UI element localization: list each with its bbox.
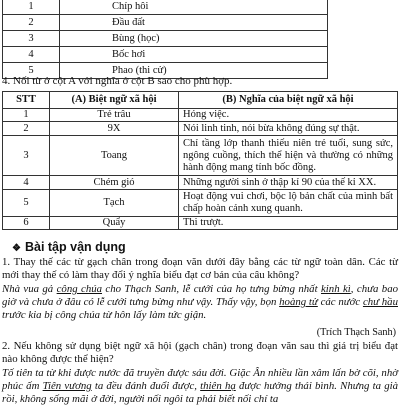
word-table	[2, 0, 328, 79]
question-4: 4. Nối từ ở cột A với nghĩa ở cột B sao cho phù hợp.	[2, 75, 233, 87]
underlined-word: thiên hạ	[200, 380, 236, 393]
row-number: 4	[3, 176, 50, 190]
table-row	[3, 122, 398, 136]
table-row	[3, 15, 328, 31]
table-row	[3, 136, 398, 176]
exercise-2-passage: Tố tiên ta từ khi được nước đã truyền được sáu đời. Giặc Ân nhiều lần xâm lấn bờ cõi, nhờ phúc ấm Tiên vương ta đều đánh đuổi được, thiên hạ được hưởng thái bình. Nhưng ta già rồi, không sống mãi ở đời, người nối ngôi ta phải biết nối chí ta	[2, 367, 398, 406]
slang-word: Bốc hơi	[60, 47, 328, 63]
row-number: 4	[3, 47, 60, 63]
table-row	[3, 190, 398, 217]
section-heading	[12, 240, 126, 254]
underlined-word: công chúa	[56, 283, 103, 295]
underlined-word: Tiên vương	[42, 380, 92, 393]
exercise-2-prompt: 2. Nếu không sử dụng biệt ngữ xã hội (gạch chân) trong đoạn văn sau thì giá trị biểu đạt nào không được thể hiện?	[2, 340, 398, 366]
slang-meaning: Chỉ tầng lớp thanh thiếu niên trẻ tuổi, sung sức, ngông cuồng, thích thể hiện và thường có những hành động mang tính bốc đồng.	[179, 136, 398, 176]
exercise-1-passage: Nhà vua gả công chúa cho Thạch Sanh, lễ cưới của họ tưng bừng nhất kinh kì, chưa bao giờ và chưa ở đâu có lễ cưới tưng bừng như vậy. Thấy vậy, bọn hoàng tử các nước chư hầu trước kia bị công chúa từ hôn lấy làm tức giận.	[2, 283, 398, 322]
passage-source: (Trích Thạch Sanh)	[316, 327, 396, 338]
row-number: 5	[3, 190, 50, 217]
slang-term: 9X	[50, 122, 179, 136]
slang-meaning: Hoạt động vui chơi, bộc lộ bản chất của mình bất chấp hoàn cảnh xung quanh.	[179, 190, 398, 217]
section-title: Bài tập vận dụng	[24, 240, 126, 254]
slang-term: Chém gió	[50, 176, 179, 190]
slang-meaning: Nói linh tinh, nói bừa không đúng sự thật.	[179, 122, 398, 136]
matching-table	[2, 91, 398, 230]
row-number: 3	[3, 31, 60, 47]
slang-word: Đầu đất	[60, 15, 328, 31]
row-number: 6	[3, 217, 50, 230]
slang-word: Phao (thi cử)	[60, 63, 328, 79]
underlined-word: chư hầu	[362, 296, 398, 309]
diamond-bullet-icon: ❖	[12, 243, 21, 254]
slang-term: Quẩy	[50, 217, 179, 230]
row-number: 3	[3, 136, 50, 176]
table-row	[3, 0, 328, 15]
table-row	[3, 109, 398, 122]
table-row	[3, 217, 398, 230]
table-row	[3, 47, 328, 63]
exercise-1-prompt: 1. Thay thế các từ gạch chân trong đoạn văn dưới đây bằng các từ ngữ toàn dân. Các từ mới thay thế có làm thay đổi ý nghĩa biểu đạt cơ bản của câu không?	[2, 256, 398, 282]
table-header-row	[3, 92, 398, 109]
header-column-b: (B) Nghĩa của biệt ngữ xã hội	[179, 92, 398, 109]
slang-word: Bùng (học)	[60, 31, 328, 47]
slang-word: Chíp hôi	[60, 0, 328, 15]
row-number: 2	[3, 15, 60, 31]
table-row	[3, 31, 328, 47]
underlined-word: kinh kì	[321, 283, 351, 295]
row-number: 1	[3, 0, 60, 15]
header-column-a: (A) Biệt ngữ xã hội	[50, 92, 179, 109]
slang-meaning: Thi trượt.	[179, 217, 398, 230]
slang-term: Toang	[50, 136, 179, 176]
slang-meaning: Những người sinh ở thập kỉ 90 của thế kỉ XX.	[179, 176, 398, 190]
row-number: 5	[3, 63, 60, 79]
header-stt: STT	[3, 92, 50, 109]
row-number: 1	[3, 109, 50, 122]
slang-term: Tạch	[50, 190, 179, 217]
underlined-word: hoàng tử	[279, 296, 318, 309]
slang-term: Trẻ trâu	[50, 109, 179, 122]
slang-meaning: Hóng việc.	[179, 109, 398, 122]
row-number: 2	[3, 122, 50, 136]
table-row	[3, 176, 398, 190]
